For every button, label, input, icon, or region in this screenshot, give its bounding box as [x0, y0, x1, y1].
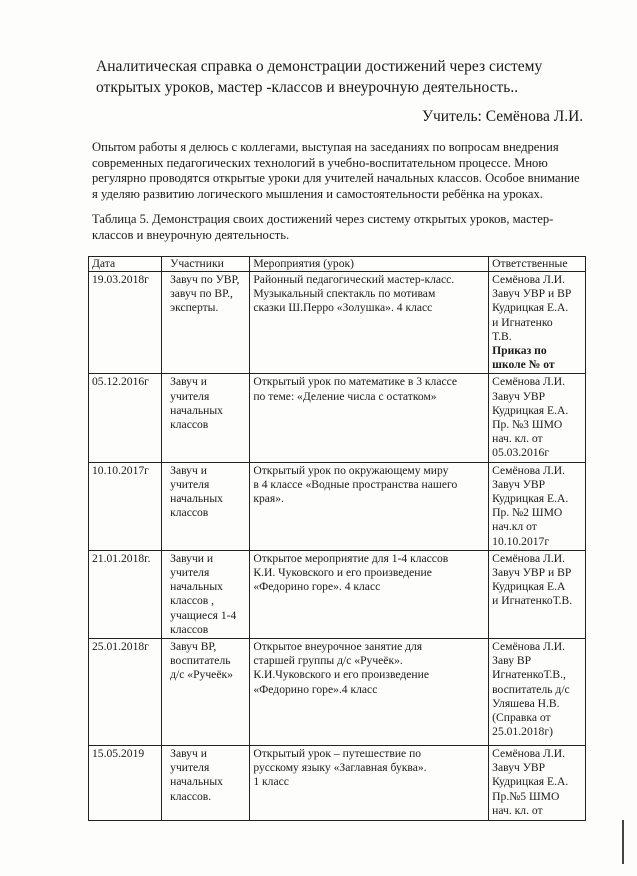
cell-participants	[162, 746, 250, 821]
participants-line: начальных	[170, 492, 223, 506]
responsible-line: Пр. №3 ШМО	[492, 418, 563, 432]
cell-date	[89, 374, 162, 462]
cell-date	[89, 639, 162, 746]
cell-event	[250, 272, 489, 374]
participants-line: Завуч ВР,	[170, 640, 217, 654]
cell-participants	[162, 550, 250, 638]
intro-line: Опытом работы я делюсь с коллегами, выступая на заседаниях по вопросам внедрения	[92, 140, 559, 154]
cell-responsible	[489, 550, 586, 638]
participants-line: учителя	[170, 566, 210, 580]
participants-line: завуч по ВР.,	[170, 287, 233, 301]
cell-event	[250, 374, 489, 462]
table-row	[89, 550, 586, 638]
intro-line: современных педагогических технологий в учебно-воспитательном процессе. Мною	[92, 155, 548, 170]
event-line: К.И.Чуковского и его произведение	[253, 668, 429, 682]
responsible-line: Уляшева Н.В.	[492, 696, 560, 710]
table-body	[89, 272, 586, 821]
event-line: Музыкальный спектакль по мотивам	[253, 287, 436, 301]
event-line: К.И. Чуковского и его произведение	[253, 566, 432, 580]
table-row	[89, 272, 586, 374]
responsible-line: 10.10.2017г	[492, 534, 550, 548]
responsible-line: Кудрицкая Е.А.	[492, 492, 569, 506]
event-line: Открытый урок – путешествие по	[253, 747, 422, 761]
responsible-line: Семёнова Л.И.	[492, 747, 566, 761]
participants-line: классов	[170, 418, 209, 432]
table-header-row	[89, 257, 586, 272]
cell-event	[250, 550, 489, 638]
responsible-line: 05.03.2016г	[492, 446, 550, 460]
participants-line: воспитатель	[170, 654, 231, 668]
participants-line: начальных	[170, 775, 223, 789]
event-line: 1 класс	[253, 775, 289, 789]
cell-responsible	[489, 746, 586, 821]
responsible-line: Кудрицкая Е.А	[492, 580, 566, 594]
cell-participants	[162, 374, 250, 462]
responsible-line: Завуч УВР	[492, 761, 546, 775]
header-event: Мероприятия (урок)	[250, 257, 489, 272]
cell-date	[89, 272, 162, 374]
table-caption	[92, 212, 580, 243]
intro-line: регулярно проводятся открытые уроки для учителей начальных классов. Особое внимание	[92, 171, 580, 185]
responsible-line: (Справка от	[492, 711, 551, 725]
participants-line: классов ,	[170, 594, 215, 608]
intro-line: я уделяю развитию логического мышления и самостоятельности ребёнка на уроках.	[92, 186, 543, 201]
responsible-line: Пр. №2 ШМО	[492, 506, 563, 520]
table-row	[89, 639, 586, 746]
responsible-line: ИгнатенкоТ.В.,	[492, 668, 566, 682]
cell-responsible	[489, 374, 586, 462]
event-line: Открытый урок по окружающему миру	[253, 463, 449, 477]
participants-line: классов	[170, 622, 209, 636]
header-responsible: Ответственные	[489, 257, 586, 272]
caption-line: классов и внеурочную деятельность.	[92, 227, 290, 242]
title-line: открытых уроков, мастер -классов и внеурочную деятельность..	[96, 79, 519, 96]
participants-line: начальных	[170, 403, 223, 417]
event-line: Открытый урок по математике в 3 классе	[253, 375, 458, 389]
table-row	[89, 374, 586, 462]
participants-line: Завуч и	[170, 463, 207, 477]
responsible-line: Семёнова Л.И.	[492, 551, 566, 565]
order-reference-line: школе № от	[492, 358, 555, 372]
participants-line: учителя	[170, 389, 210, 403]
title-line: Аналитическая справка о демонстрации достижений через систему	[96, 58, 543, 75]
event-line: сказки Ш.Перро «Золушка». 4 класс	[253, 301, 433, 315]
participants-line: д/с «Ручеёк»	[170, 668, 233, 682]
responsible-line: Завуч УВР и ВР	[492, 287, 572, 301]
cell-participants	[162, 272, 250, 374]
date-text: 05.12.2016г	[92, 375, 149, 389]
cell-participants	[162, 462, 250, 550]
responsible-line: Семёнова Л.И.	[492, 463, 566, 477]
responsible-line: нач.кл от	[492, 520, 537, 534]
header-date: Дата	[89, 257, 162, 272]
cell-responsible	[489, 639, 586, 746]
responsible-line: Кудрицкая Е.А.	[492, 775, 569, 789]
event-line: края».	[253, 492, 284, 506]
cell-event	[250, 639, 489, 746]
participants-line: эксперты.	[170, 301, 219, 315]
responsible-line: и ИгнатенкоТ.В.	[492, 594, 573, 608]
participants-line: Завуч и	[170, 747, 207, 761]
order-reference-line: Приказ по	[492, 344, 547, 358]
participants-line: Завуч по УВР,	[170, 273, 240, 286]
responsible-line: Кудрицкая Е.А.	[492, 301, 569, 315]
participants-line: классов.	[170, 789, 212, 803]
intro-paragraph	[92, 140, 584, 202]
event-line: «Федорино горе».4 класс	[253, 682, 378, 696]
event-line: Районный педагогический мастер-класс.	[253, 273, 455, 286]
responsible-line: Завуч УВР и ВР	[492, 566, 572, 580]
participants-line: классов	[170, 506, 209, 520]
responsible-line: Завуч УВР	[492, 389, 546, 403]
responsible-line: и Игнатенко	[492, 315, 553, 329]
cell-event	[250, 462, 489, 550]
cell-responsible	[489, 462, 586, 550]
date-text: 25.01.2018г	[92, 640, 149, 654]
participants-line: начальных	[170, 580, 223, 594]
participants-line: Завучи и	[170, 551, 214, 565]
achievements-table	[88, 256, 586, 821]
date-text: 19.03.2018г	[92, 273, 149, 286]
event-line: «Федорино горе». 4 класс	[253, 580, 381, 594]
responsible-line: Пр.№5 ШМО	[492, 789, 560, 803]
caption-line: Таблица 5. Демонстрация своих достижений через систему открытых уроков, мастер-	[92, 212, 554, 226]
document-title	[96, 56, 566, 98]
event-line: в 4 классе «Водные пространства нашего	[253, 477, 458, 491]
date-text: 10.10.2017г	[92, 463, 149, 477]
participants-line: учащиеся 1-4	[170, 608, 237, 622]
table-row	[89, 746, 586, 821]
responsible-line: Семёнова Л.И.	[492, 375, 566, 389]
event-line: Открытое мероприятие для 1-4 классов	[253, 551, 449, 565]
cell-responsible	[489, 272, 586, 374]
responsible-line: Кудрицкая Е.А.	[492, 403, 569, 417]
scan-edge-mark	[622, 820, 624, 864]
responsible-line: Семёнова Л.И.	[492, 640, 566, 654]
header-participants: Участники	[162, 257, 250, 272]
responsible-line: 25.01.2018г)	[492, 725, 553, 739]
cell-event	[250, 746, 489, 821]
responsible-line: Семёнова Л.И.	[492, 273, 566, 286]
date-text: 21.01.2018г.	[92, 551, 151, 565]
participants-line: Завуч и	[170, 375, 207, 389]
event-line: по теме: «Деление числа с остатком»	[253, 389, 437, 403]
cell-date	[89, 550, 162, 638]
cell-date	[89, 746, 162, 821]
date-text: 15.05.2019	[92, 747, 145, 761]
table-row	[89, 462, 586, 550]
cell-date	[89, 462, 162, 550]
responsible-line: воспитатель д/с	[492, 682, 570, 696]
responsible-line: нач. кл. от	[492, 803, 543, 817]
participants-line: учителя	[170, 477, 210, 491]
cell-participants	[162, 639, 250, 746]
teacher-name: Учитель: Семёнова Л.И.	[422, 108, 584, 125]
event-line: русскому языку «Заглавная буква».	[253, 761, 427, 775]
event-line: Открытое внеурочное занятие для	[253, 640, 423, 654]
responsible-line: Завуч УВР	[492, 477, 546, 491]
participants-line: учителя	[170, 761, 210, 775]
responsible-line: Т.В.	[492, 329, 512, 343]
event-line: старшей группы д/с «Ручеёк».	[253, 654, 403, 668]
responsible-line: Заву ВР	[492, 654, 532, 668]
responsible-line: нач. кл. от	[492, 432, 543, 446]
